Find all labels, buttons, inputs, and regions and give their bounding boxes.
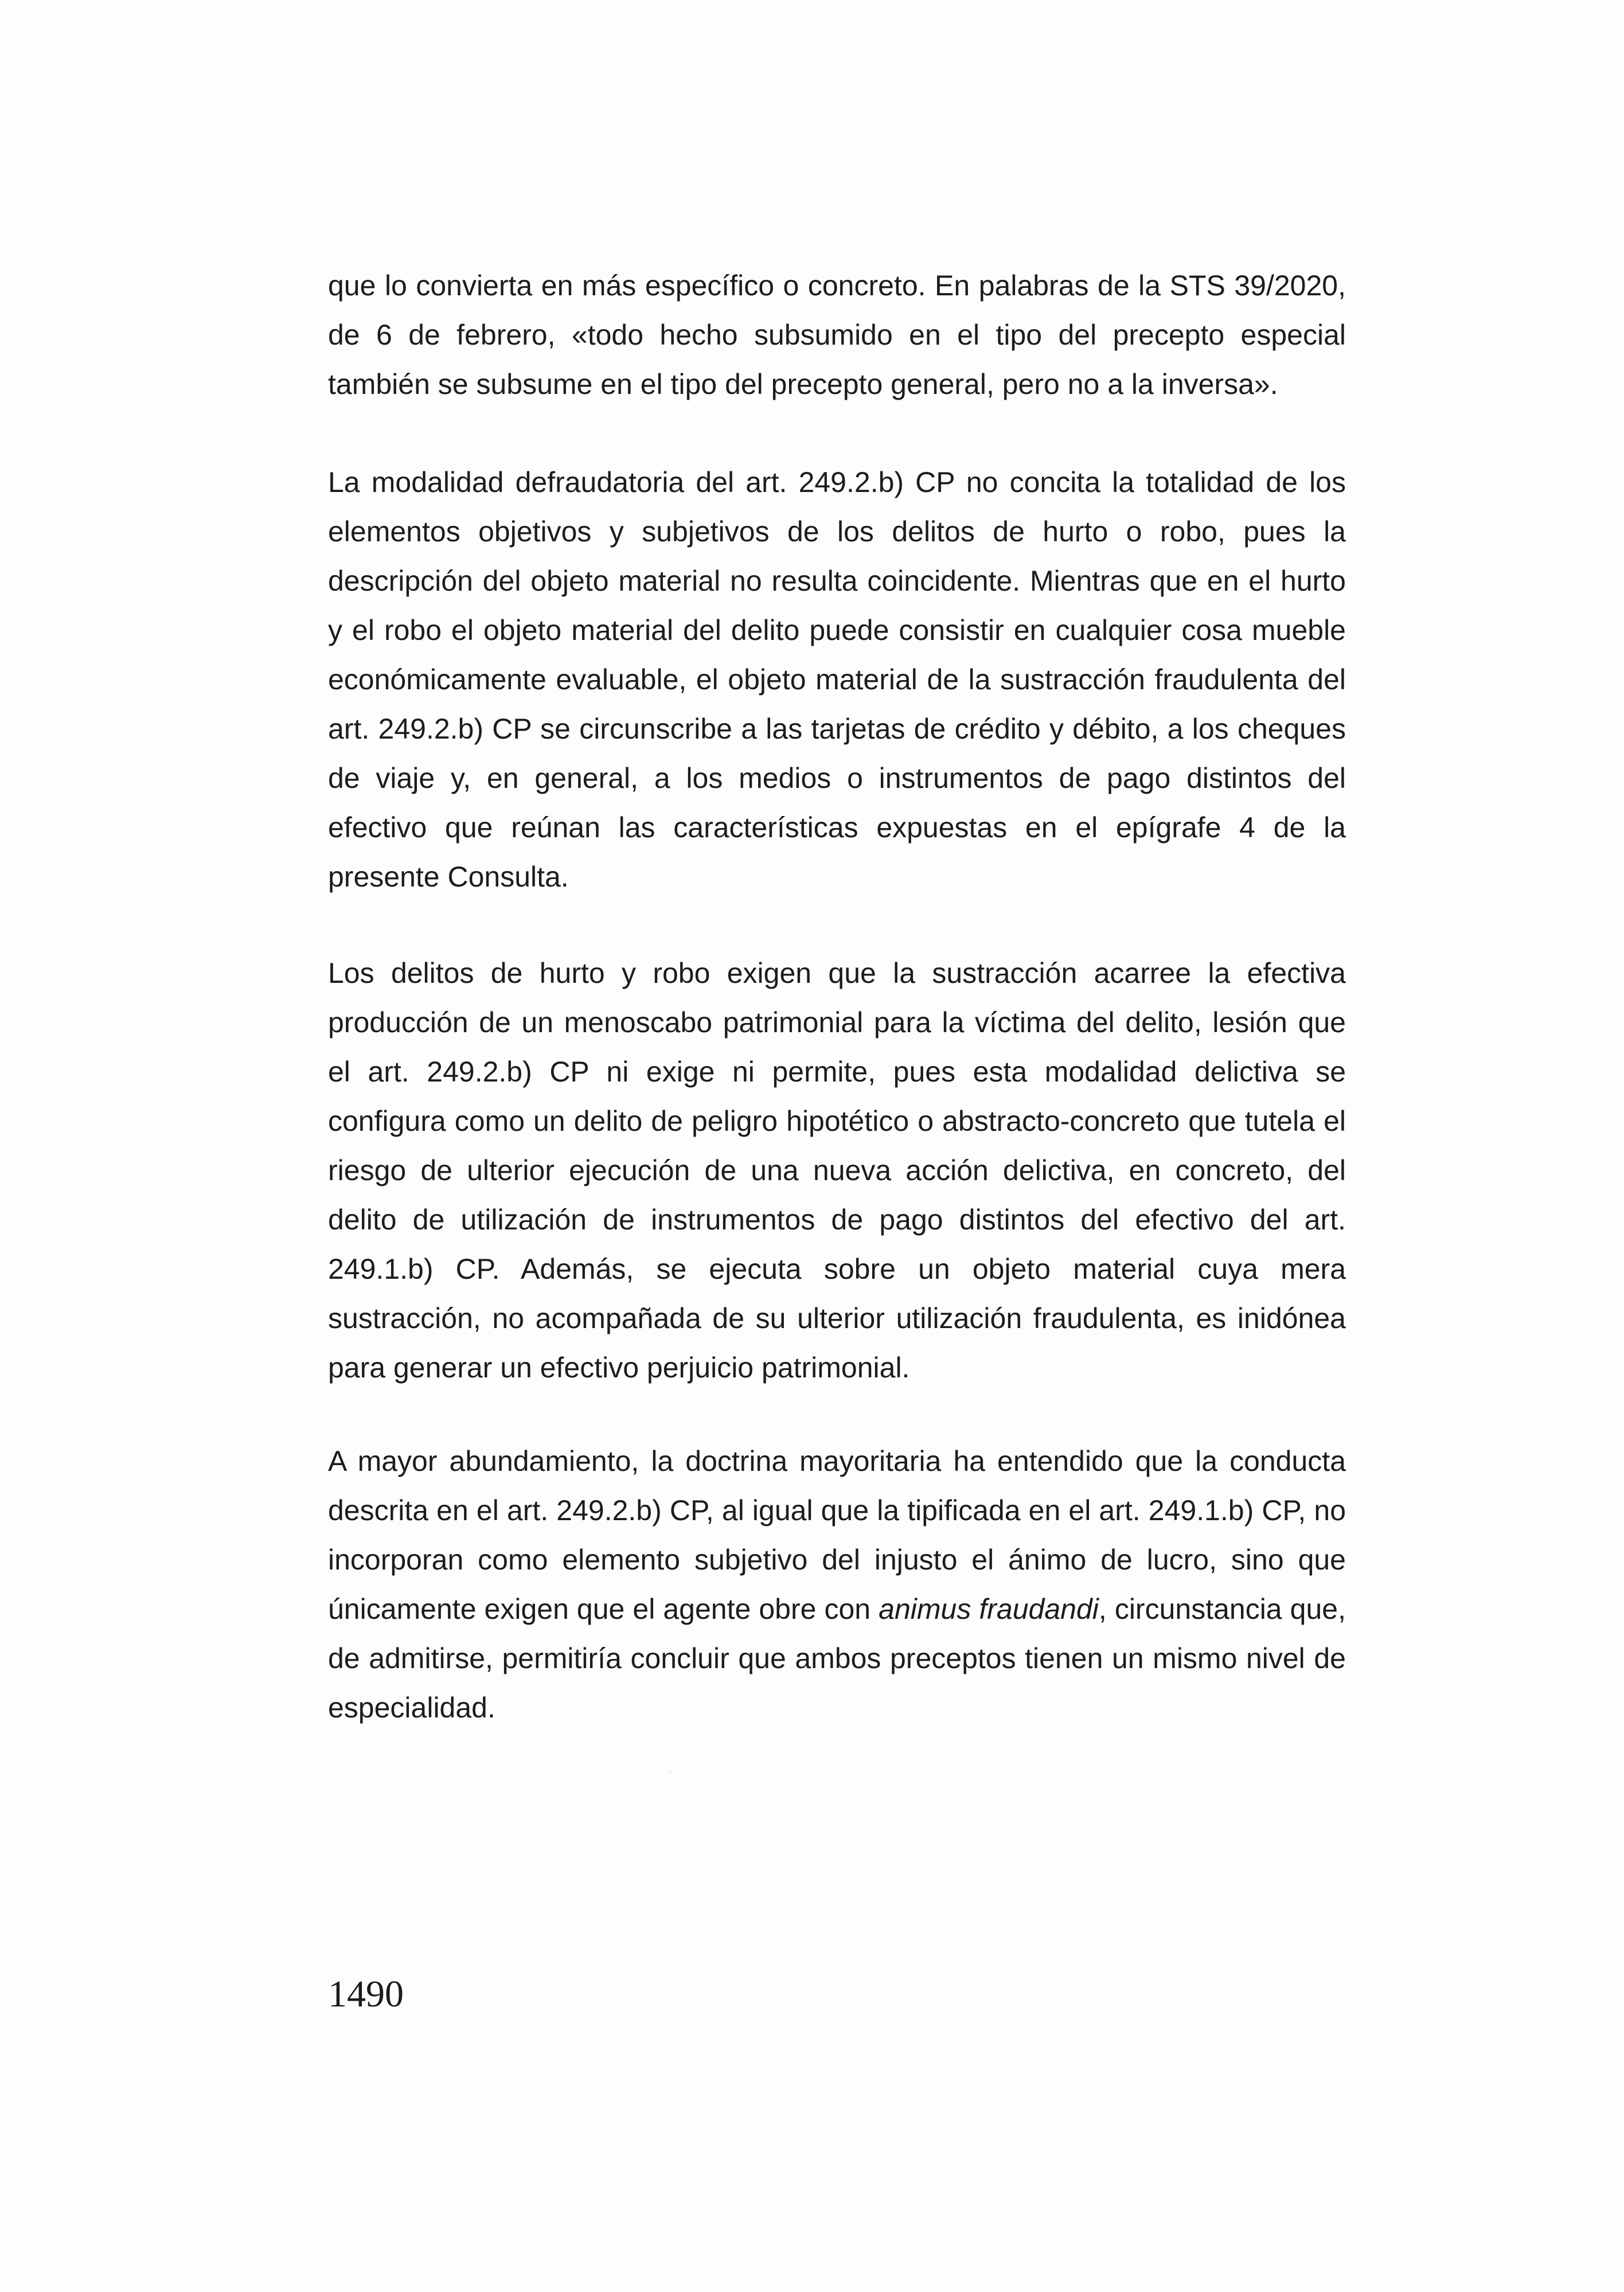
paragraph-3 [328,948,1346,1441]
paragraph-4-text-before: A mayor abundamiento, la doctrina mayoritaria ha entendido que la conducta descrita en el art. 249.2.b) CP, al igual que la tipificada en el art. 249.1.b) CP, no incorporan como elemento subjetivo del injusto el ánimo de lucro, sino que únicamente exigen que el agente obre con [328,1445,1346,1625]
paragraph-2-text: La modalidad defraudatoria del art. 249.2.b) CP no concita la totalidad de los elementos objetivos y subjetivos de los delitos de hurto o robo, pues la descripción del objeto material no resulta coincidente. Mientras que en el hurto y el robo el objeto material del delito puede consistir en cualquier cosa mueble económicamente evaluable, el objeto material de la sustracción fraudulenta del art. 249.2.b) CP se circunscribe a las tarjetas de crédito y débito, a los cheques de viaje y, en general, a los medios o instrumentos de pago distintos del efectivo que reúnan las características expuestas en el epígrafe 4 de la presente Consulta. [328,466,1346,893]
paragraph-4-text [328,1436,1346,1732]
paragraph-4 [328,1436,1346,1781]
paragraph-4-italic-term: animus fraudandi [879,1593,1099,1625]
paragraph-3-text: Los delitos de hurto y robo exigen que la sustracción acarree la efectiva producción de un menoscabo patrimonial para la víctima del delito, lesión que el art. 249.2.b) CP ni exige ni permite, pues esta modalidad delictiva se configura como un delito de peligro hipotético o abstracto-concreto que tutela el riesgo de ulterior ejecución de una nueva acción delictiva, en concreto, del delito de utilización de instrumentos de pago distintos del efectivo del art. 249.1.b) CP. Además, se ejecuta sobre un objeto material cuya mera sustracción, no acompañada de su ulterior utilización fraudulenta, es inidónea para generar un efectivo perjuicio patrimonial. [328,957,1346,1384]
paragraph-1-text: que lo convierta en más específico o concreto. En palabras de la STS 39/2020, de 6 de febrero, «todo hecho subsumido en el tipo del precepto especial también se subsume en el tipo del precepto general, pero no a la inversa». [328,270,1346,400]
paragraph-2 [328,458,1346,950]
paragraph-4-text-after: , circunstancia que, de admitirse, permitiría concluir que ambos preceptos tienen un mismo nivel de especialidad. [328,1593,1346,1724]
page-number: 1490 [328,1973,404,2015]
paragraph-1 [328,261,1346,458]
scan-speck [670,1771,671,1772]
